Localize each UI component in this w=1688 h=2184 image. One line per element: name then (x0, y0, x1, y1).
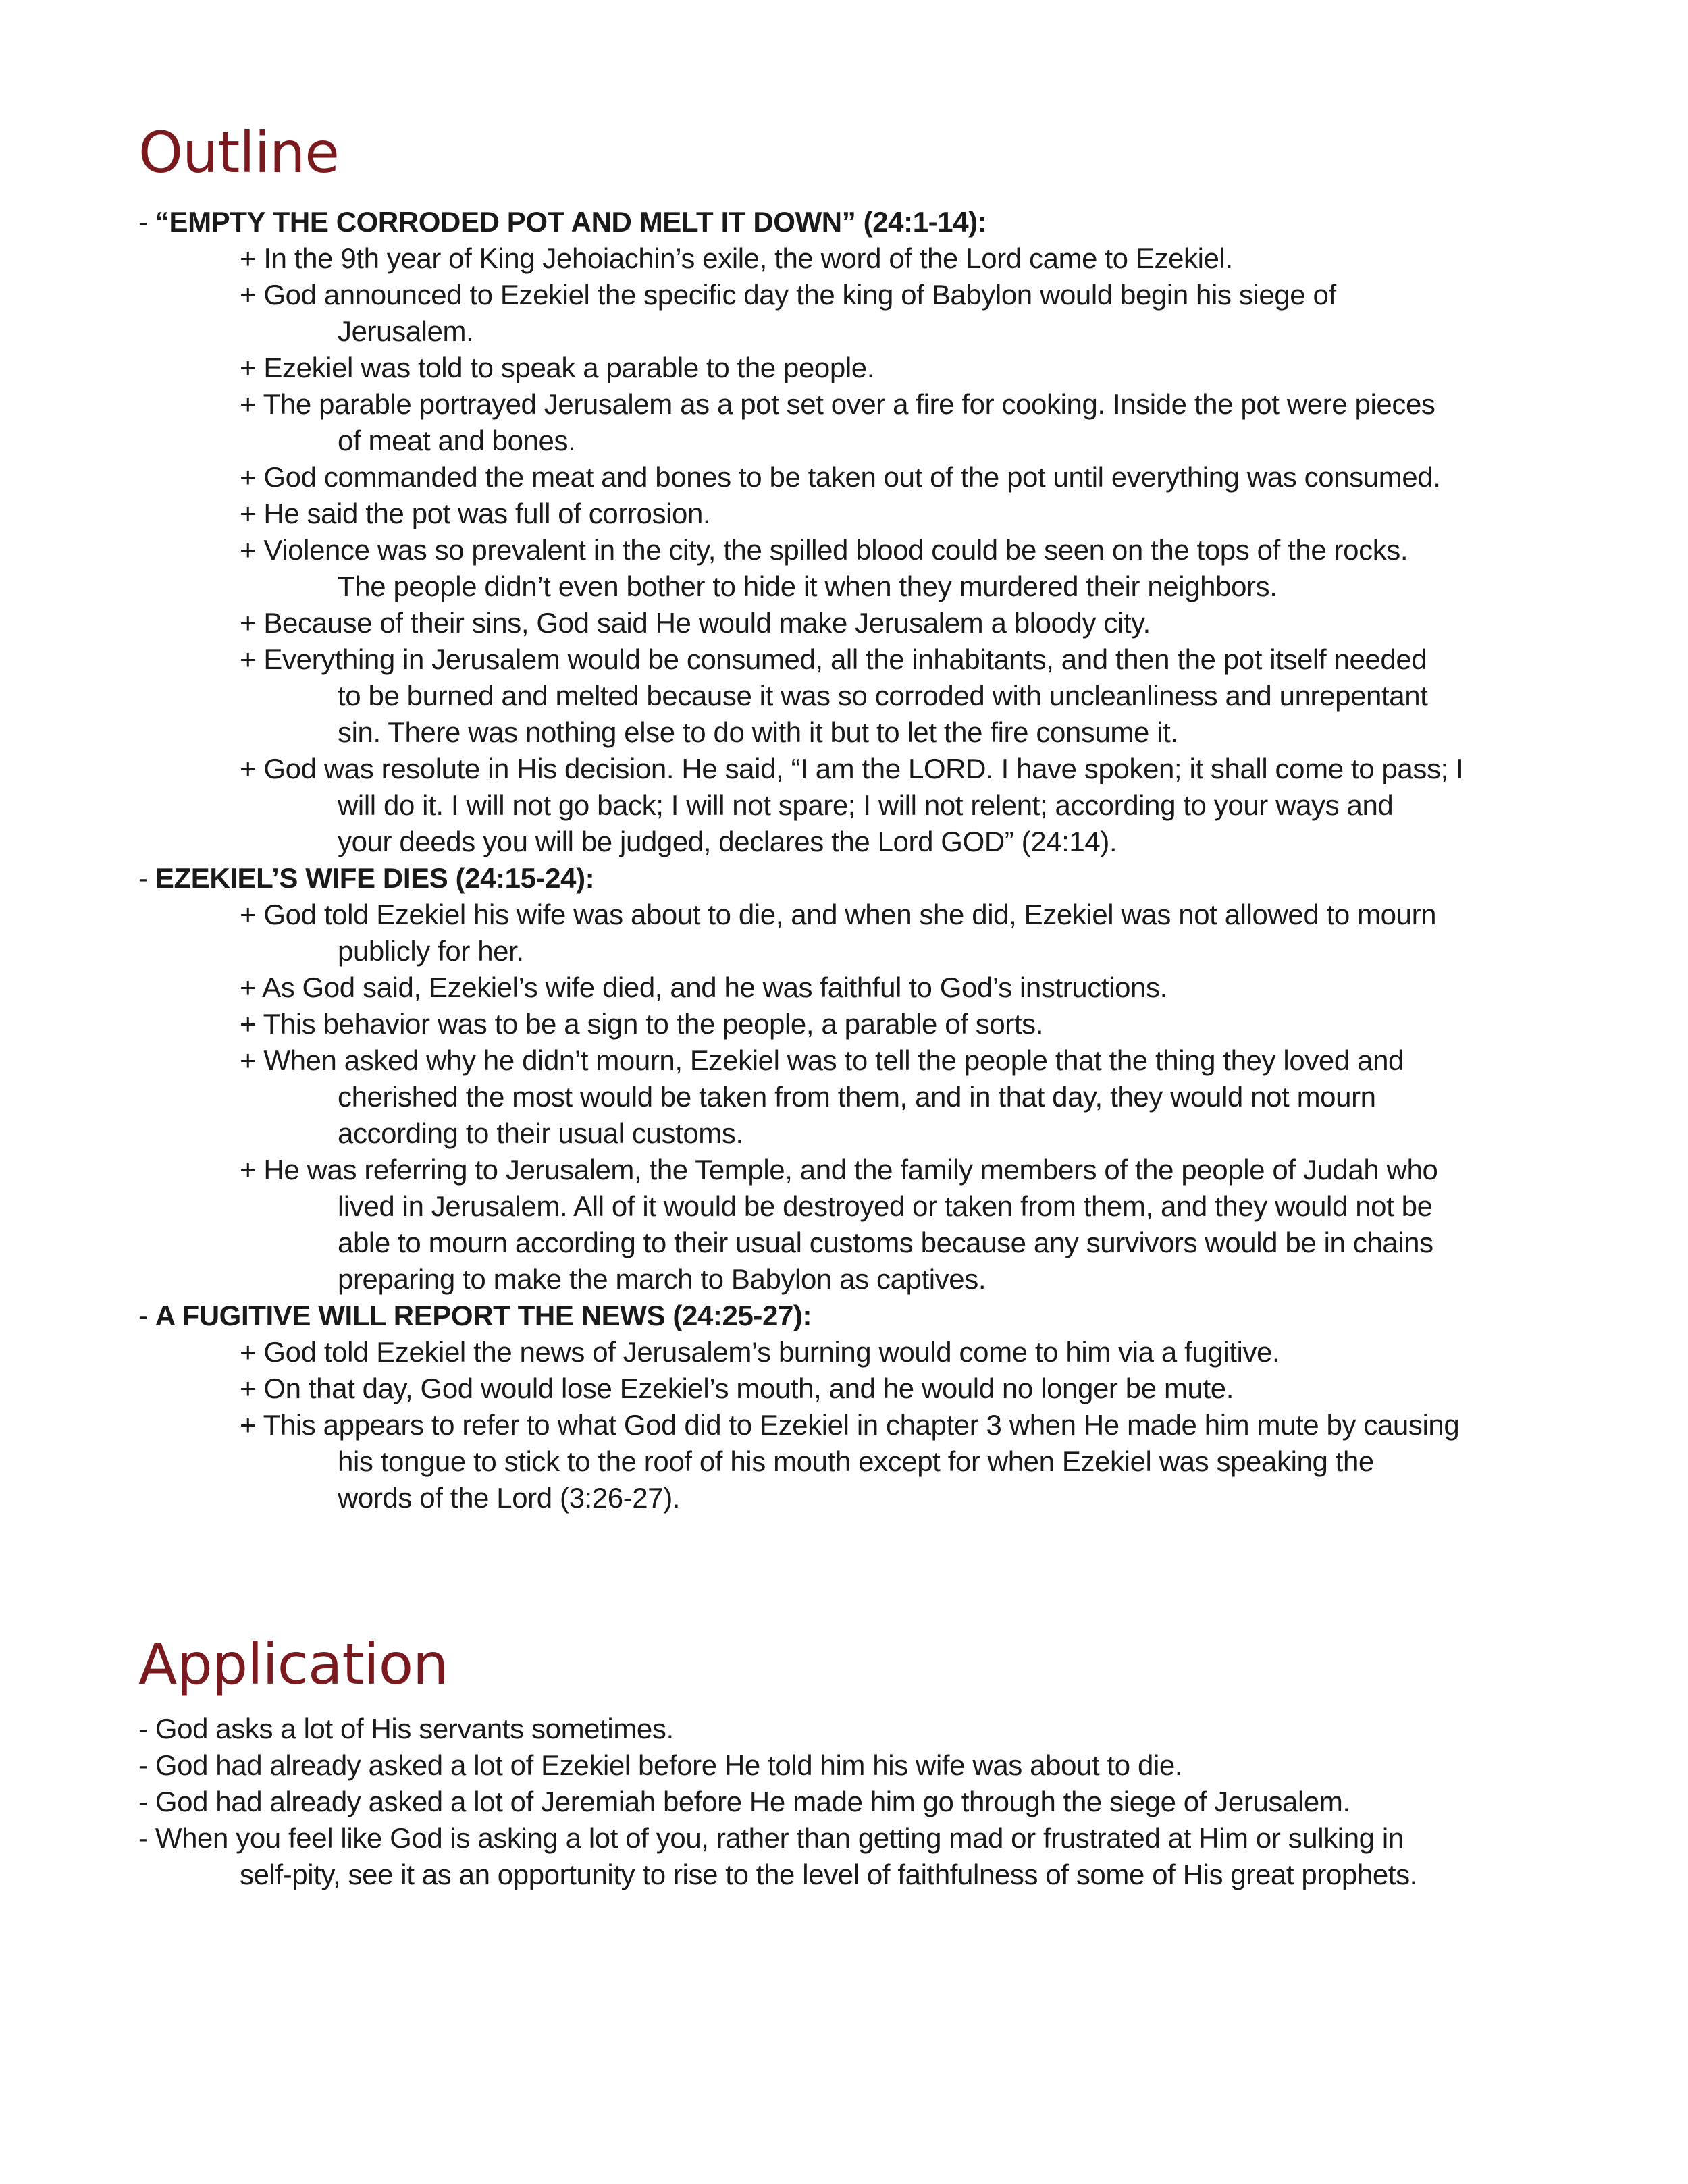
list-item: + He said the pot was full of corrosion. (240, 498, 711, 529)
section-heading (138, 860, 1583, 897)
list-item-continuation: publicly for her. (338, 935, 524, 967)
list-item-continuation: his tongue to stick to the roof of his mouth except for when Ezekiel was speaking the (338, 1445, 1374, 1477)
list-item: + Ezekiel was told to speak a parable to the people. (240, 352, 874, 383)
list-item: + On that day, God would lose Ezekiel’s mouth, and he would no longer be mute. (240, 1373, 1234, 1404)
section-dash: - (138, 1300, 155, 1331)
list-item-continuation: words of the Lord (3:26-27). (338, 1482, 681, 1514)
list-item: + This appears to refer to what God did to Ezekiel in chapter 3 when He made him mute by causing (240, 1409, 1460, 1441)
list-item-continuation: self-pity, see it as an opportunity to rise to the level of faithfulness of some of His great prophets. (240, 1859, 1417, 1890)
list-item-continuation: to be burned and melted because it was so corroded with uncleanliness and unrepentant (338, 680, 1428, 712)
list-item-continuation: cherished the most would be taken from them, and in that day, they would not mourn (338, 1081, 1376, 1113)
list-item: + He was referring to Jerusalem, the Temple, and the family members of the people of Judah who (240, 1154, 1438, 1186)
list-item: + In the 9th year of King Jehoiachin’s exile, the word of the Lord came to Ezekiel. (240, 242, 1233, 274)
list-item-continuation: of meat and bones. (338, 425, 576, 456)
list-item: - God had already asked a lot of Ezekiel before He told him his wife was about to die. (138, 1749, 1183, 1781)
list-item: + This behavior was to be a sign to the people, a parable of sorts. (240, 1008, 1044, 1040)
section-title: A FUGITIVE WILL REPORT THE NEWS (24:25-27): (155, 1300, 812, 1331)
list-item-continuation: Jerusalem. (338, 315, 474, 347)
section-title: “EMPTY THE CORRODED POT AND MELT IT DOWN” (24:1-14): (155, 206, 987, 238)
list-item: + God was resolute in His decision. He said, “I am the LORD. I have spoken; it shall come to pass; I (240, 753, 1464, 784)
section-heading (138, 204, 1583, 240)
application-heading: Application (138, 1631, 448, 1697)
list-item: + God told Ezekiel his wife was about to die, and when she did, Ezekiel was not allowed to mourn (240, 899, 1437, 930)
list-item: + The parable portrayed Jerusalem as a pot set over a fire for cooking. Inside the pot were pieces (240, 388, 1435, 420)
list-item: + Everything in Jerusalem would be consumed, all the inhabitants, and then the pot itself needed (240, 643, 1427, 675)
list-item: + Violence was so prevalent in the city, the spilled blood could be seen on the tops of the rocks. (240, 534, 1408, 566)
section-title: EZEKIEL’S WIFE DIES (24:15-24): (155, 862, 595, 894)
list-item-continuation: will do it. I will not go back; I will not spare; I will not relent; according to your ways and (338, 789, 1394, 821)
list-item: - God asks a lot of His servants sometimes. (138, 1713, 674, 1744)
list-item: + God announced to Ezekiel the specific day the king of Babylon would begin his siege of (240, 279, 1336, 311)
list-item-continuation: The people didn’t even bother to hide it when they murdered their neighbors. (338, 570, 1277, 602)
section-heading (138, 1298, 1583, 1334)
list-item: + When asked why he didn’t mourn, Ezekiel was to tell the people that the thing they loved and (240, 1044, 1404, 1076)
outline-heading: Outline (138, 119, 339, 186)
list-item: + God commanded the meat and bones to be taken out of the pot until everything was consumed. (240, 461, 1441, 493)
list-item-continuation: according to their usual customs. (338, 1117, 743, 1149)
list-item: + God told Ezekiel the news of Jerusalem’s burning would come to him via a fugitive. (240, 1336, 1280, 1368)
application-list (138, 1711, 1583, 1893)
list-item: - God had already asked a lot of Jeremiah before He made him go through the siege of Jerusalem. (138, 1786, 1350, 1817)
list-item: + Because of their sins, God said He would make Jerusalem a bloody city. (240, 607, 1151, 639)
section-dash: - (138, 206, 155, 238)
list-item-continuation: preparing to make the march to Babylon as captives. (338, 1263, 986, 1295)
list-item-continuation: lived in Jerusalem. All of it would be destroyed or taken from them, and they would not be (338, 1190, 1433, 1222)
list-item-continuation: your deeds you will be judged, declares the Lord GOD” (24:14). (338, 826, 1117, 857)
outline-list (138, 204, 1583, 1516)
list-item: + As God said, Ezekiel’s wife died, and he was faithful to God’s instructions. (240, 971, 1167, 1003)
section-dash: - (138, 862, 155, 894)
list-item-continuation: sin. There was nothing else to do with it but to let the fire consume it. (338, 716, 1178, 748)
list-item-continuation: able to mourn according to their usual customs because any survivors would be in chains (338, 1227, 1433, 1258)
list-item: - When you feel like God is asking a lot of you, rather than getting mad or frustrated at Him or sulking in (138, 1822, 1404, 1854)
